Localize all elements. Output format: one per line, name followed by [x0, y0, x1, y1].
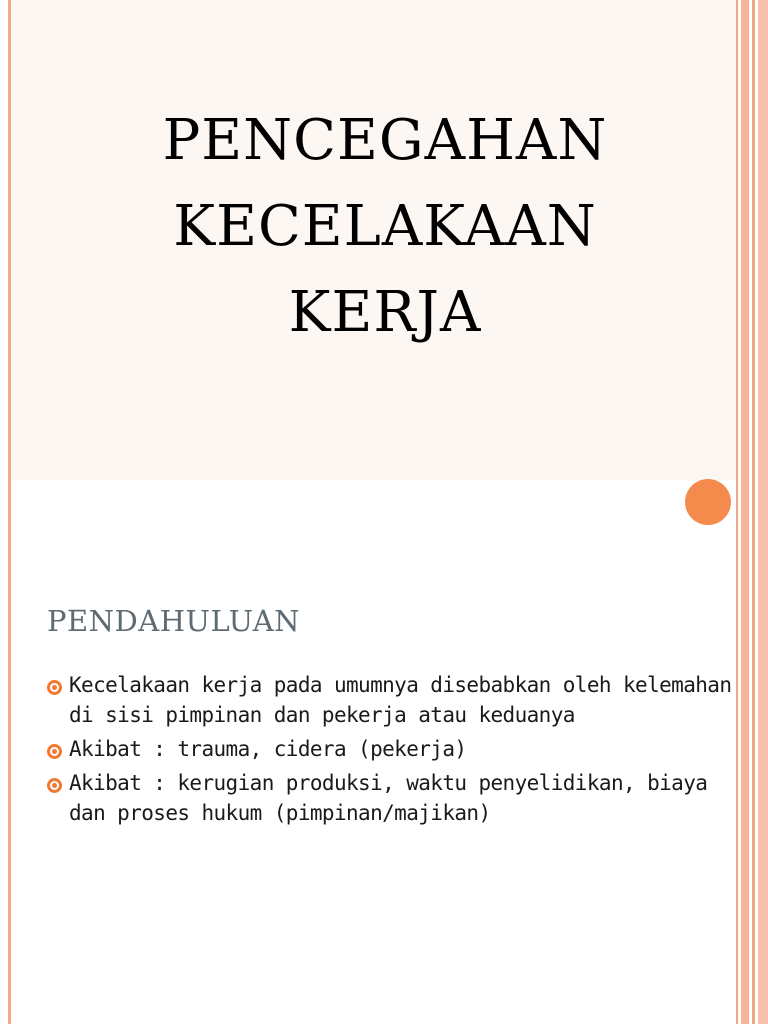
title-line: KECELAKAAN [173, 194, 597, 259]
title-line: PENCEGAHAN [162, 108, 608, 173]
bullet-list [47, 670, 737, 832]
bullet-text: Akibat : trauma, cidera (pekerja) [69, 737, 467, 761]
list-item [47, 768, 737, 828]
bullet-icon [47, 744, 62, 759]
bullet-icon [47, 680, 62, 695]
orange-circle-icon [685, 479, 731, 525]
bullet-text: Akibat : kerugian produksi, waktu penyelidikan, biaya dan proses hukum (pimpinan/majikan) [69, 771, 708, 825]
right-stripe [758, 0, 768, 1024]
right-stripe [752, 0, 755, 1024]
bullet-text: Kecelakaan kerja pada umumnya disebabkan oleh kelemahan di sisi pimpinan dan pekerja atau keduanya [69, 673, 732, 727]
slide-title [40, 98, 730, 356]
bullet-icon [47, 778, 62, 793]
section-title: PENDAHULUAN [47, 604, 301, 638]
list-item [47, 734, 737, 764]
title-line: KERJA [288, 280, 482, 345]
right-stripe [736, 0, 738, 1024]
list-item [47, 670, 737, 730]
right-stripe [741, 0, 749, 1024]
